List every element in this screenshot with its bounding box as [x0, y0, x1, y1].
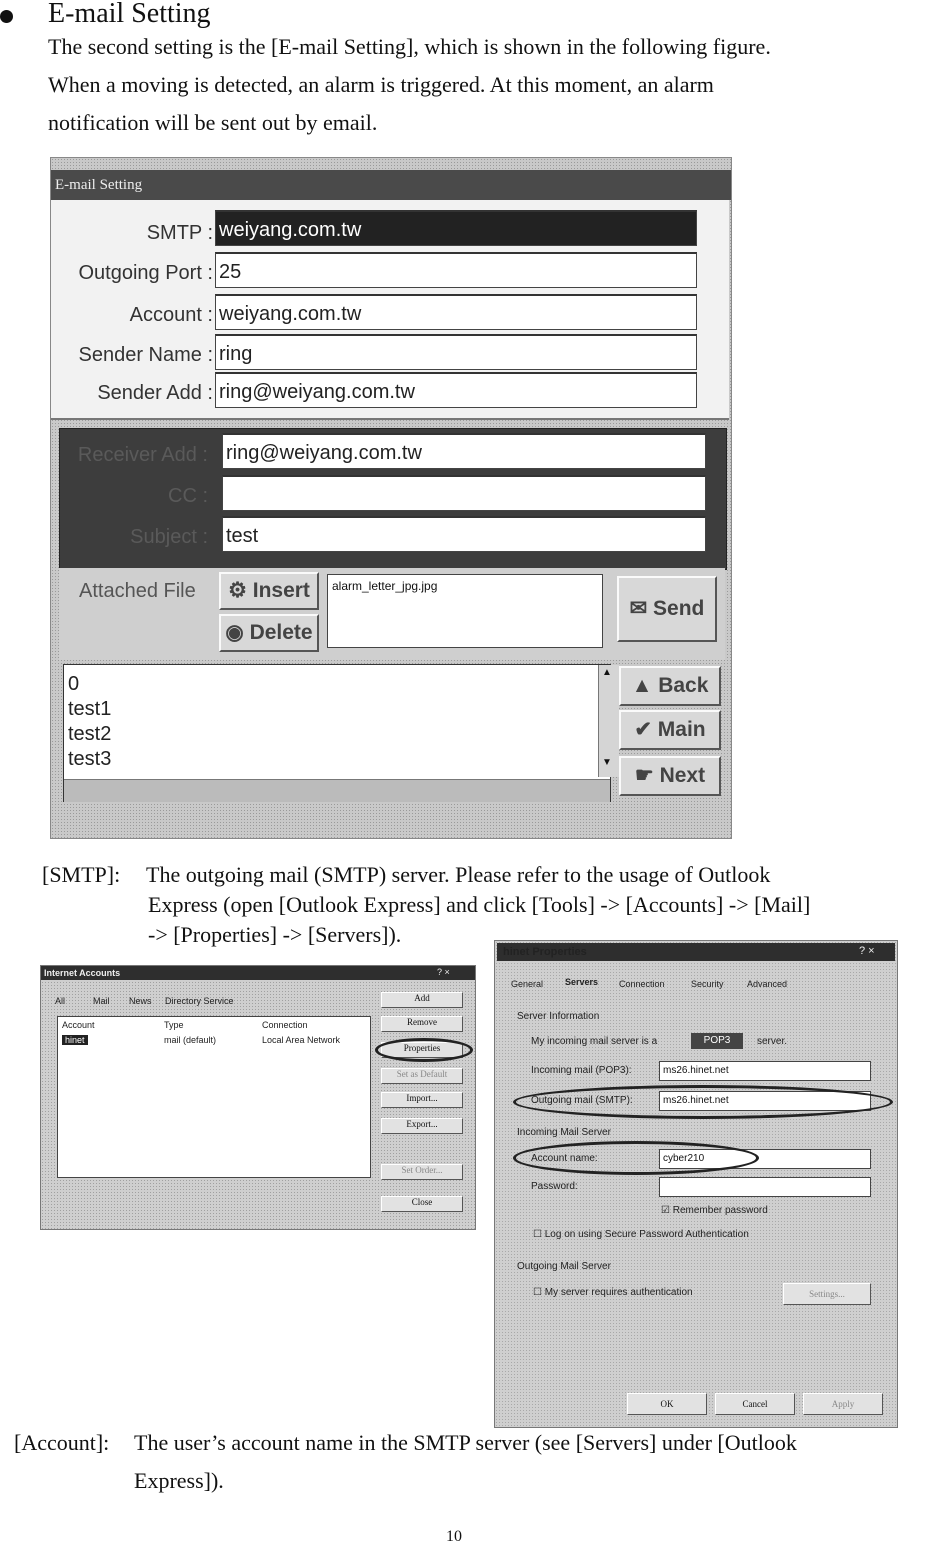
account-desc-line-1: The user’s account name in the SMTP server (see [Servers] under [Outlook	[134, 1430, 797, 1455]
sender-add-label: Sender Add :	[97, 382, 213, 404]
help-close-icon[interactable]: ? ×	[437, 967, 450, 977]
smtp-term: [SMTP]:	[42, 862, 121, 887]
tab-general[interactable]: General	[511, 979, 544, 989]
outgoing-label: Outgoing mail (SMTP):	[531, 1095, 633, 1106]
cc-input[interactable]	[222, 475, 706, 511]
subject-label: Subject :	[130, 526, 208, 548]
ia-title: Internet Accounts	[41, 966, 475, 980]
settings-button[interactable]: Settings...	[783, 1283, 871, 1305]
tab-connection[interactable]: Connection	[619, 979, 665, 989]
tab-directory-service[interactable]: Directory Service	[165, 996, 234, 1006]
outgoing-port-label: Outgoing Port :	[78, 262, 213, 284]
row-account[interactable]: hinet	[62, 1035, 88, 1045]
outgoing-input[interactable]: ms26.hinet.net	[659, 1091, 871, 1111]
section-title: E-mail Setting	[48, 0, 211, 29]
intro-line-1: The second setting is the [E-mail Setting], which is shown in the following figure.	[48, 34, 771, 59]
sender-add-input[interactable]: ring@weiyang.com.tw	[215, 372, 697, 408]
set-order-button[interactable]: Set Order...	[381, 1164, 463, 1180]
delete-button[interactable]	[219, 614, 319, 652]
smtp-label: SMTP :	[146, 222, 213, 244]
intro-line-3: notification will be sent out by email.	[48, 110, 378, 135]
scroll-down-icon[interactable]: ▼	[602, 757, 612, 768]
tab-all[interactable]: All	[55, 996, 66, 1006]
main-label: Main	[657, 718, 706, 741]
server-info-label: Server Information	[517, 1011, 600, 1022]
list-item[interactable]: test3	[68, 748, 112, 770]
remove-button[interactable]: Remove	[381, 1016, 463, 1032]
sender-name-input[interactable]: ring	[215, 334, 697, 370]
tab-security[interactable]: Security	[691, 979, 724, 989]
sender-form	[51, 200, 729, 420]
incoming-input[interactable]: ms26.hinet.net	[659, 1061, 871, 1081]
attached-file-name: alarm_letter_jpg.jpg	[332, 579, 438, 593]
main-button[interactable]	[619, 710, 721, 750]
tab-news[interactable]: News	[129, 996, 152, 1006]
hp-title: hinet Properties	[497, 943, 895, 961]
delete-label: Delete	[249, 621, 313, 644]
next-label: Next	[659, 764, 706, 787]
receiver-form	[59, 428, 727, 570]
sender-name-label: Sender Name :	[78, 344, 213, 366]
incoming-type-suffix: server.	[757, 1036, 788, 1047]
horizontal-scrollbar[interactable]	[64, 779, 610, 802]
intro-line-2: When a moving is detected, an alarm is triggered. At this moment, an alarm	[48, 72, 714, 97]
account-desc-line-2: Express]).	[134, 1468, 224, 1493]
incoming-server-label: Incoming Mail Server	[517, 1127, 611, 1138]
help-close-icon[interactable]: ? ×	[859, 945, 875, 957]
tab-advanced[interactable]: Advanced	[747, 979, 788, 989]
ok-button[interactable]: OK	[627, 1393, 707, 1415]
accounts-list[interactable]	[57, 1016, 371, 1178]
smtp-desc-line-1: The outgoing mail (SMTP) server. Please refer to the usage of Outlook	[146, 862, 771, 887]
bullet-icon	[0, 10, 13, 23]
message-list[interactable]	[63, 664, 611, 802]
account-name-label: Account name:	[531, 1153, 598, 1164]
list-item[interactable]: 0	[68, 673, 80, 695]
send-icon: ✉	[629, 597, 654, 620]
send-button[interactable]	[617, 576, 717, 642]
highlight-ellipse	[513, 1085, 893, 1119]
row-type: mail (default)	[164, 1035, 217, 1045]
password-label: Password:	[531, 1181, 578, 1192]
vertical-scrollbar[interactable]	[598, 665, 619, 777]
account-term: [Account]:	[14, 1430, 110, 1455]
subject-input[interactable]: test	[222, 516, 706, 552]
outgoing-port-input[interactable]: 25	[215, 252, 697, 288]
page-number: 10	[446, 1528, 462, 1545]
account-name-input[interactable]: cyber210	[659, 1149, 871, 1169]
tab-mail[interactable]: Mail	[93, 996, 110, 1006]
next-button[interactable]	[619, 756, 721, 796]
remember-checkbox[interactable]: ☑ Remember password	[661, 1205, 768, 1216]
auth-label: My server requires authentication	[544, 1287, 693, 1298]
col-account: Account	[62, 1020, 95, 1030]
close-button[interactable]: Close	[381, 1196, 463, 1212]
tab-servers[interactable]: Servers	[565, 977, 599, 987]
row-connection: Local Area Network	[262, 1035, 341, 1045]
incoming-type-prefix: My incoming mail server is a	[531, 1036, 658, 1047]
smtp-desc-line-3: -> [Properties] -> [Servers]).	[148, 922, 402, 947]
attached-file-list[interactable]	[327, 574, 603, 648]
cc-label: CC :	[168, 485, 208, 507]
spa-checkbox[interactable]: ☐ Log on using Secure Password Authentication	[533, 1229, 749, 1240]
remember-label: Remember password	[672, 1205, 768, 1216]
auth-checkbox[interactable]: ☐ My server requires authentication	[533, 1287, 693, 1298]
smtp-value: weiyang.com.tw	[219, 219, 362, 241]
back-label: Back	[658, 674, 709, 697]
apply-button[interactable]: Apply	[803, 1393, 883, 1415]
smtp-input[interactable]	[215, 210, 697, 246]
password-input[interactable]	[659, 1177, 871, 1197]
internet-accounts-window	[40, 965, 476, 1230]
attached-file-label: Attached File	[79, 580, 196, 602]
set-default-button[interactable]: Set as Default	[381, 1068, 463, 1084]
window-title: E-mail Setting	[51, 170, 731, 200]
account-label: Account :	[129, 304, 213, 326]
smtp-desc-line-2: Express (open [Outlook Express] and click [Tools] -> [Accounts] -> [Mail]	[148, 892, 811, 917]
highlight-ellipse	[513, 1141, 759, 1175]
add-button[interactable]: Add	[381, 992, 463, 1008]
cancel-button[interactable]: Cancel	[715, 1393, 795, 1415]
scroll-up-icon[interactable]: ▲	[602, 667, 612, 678]
outgoing-server-label: Outgoing Mail Server	[517, 1261, 611, 1272]
highlight-ellipse	[375, 1038, 473, 1062]
check-icon: ✔	[634, 718, 658, 741]
spa-label: Log on using Secure Password Authentication	[544, 1229, 749, 1240]
list-item[interactable]: test2	[68, 723, 112, 745]
insert-icon: ⚙	[228, 579, 253, 602]
insert-button[interactable]	[219, 572, 319, 610]
back-icon: ▲	[631, 674, 659, 697]
incoming-type-select[interactable]: POP3	[691, 1033, 743, 1049]
next-icon: ☛	[634, 764, 660, 787]
properties-button[interactable]: Properties	[381, 1042, 463, 1058]
send-label: Send	[653, 597, 705, 620]
hinet-properties-window	[494, 940, 898, 1428]
col-connection: Connection	[262, 1020, 308, 1030]
receiver-add-label: Receiver Add :	[77, 444, 208, 466]
insert-label: Insert	[252, 579, 310, 602]
import-button[interactable]: Import...	[381, 1092, 463, 1108]
email-setting-window	[50, 157, 732, 839]
account-input[interactable]: weiyang.com.tw	[215, 294, 697, 330]
attachment-panel	[59, 568, 725, 660]
incoming-label: Incoming mail (POP3):	[531, 1065, 632, 1076]
receiver-add-input[interactable]: ring@weiyang.com.tw	[222, 433, 706, 469]
list-item[interactable]: test1	[68, 698, 112, 720]
export-button[interactable]: Export...	[381, 1118, 463, 1134]
back-button[interactable]	[619, 666, 721, 706]
delete-icon: ◉	[225, 621, 250, 644]
col-type: Type	[164, 1020, 184, 1030]
